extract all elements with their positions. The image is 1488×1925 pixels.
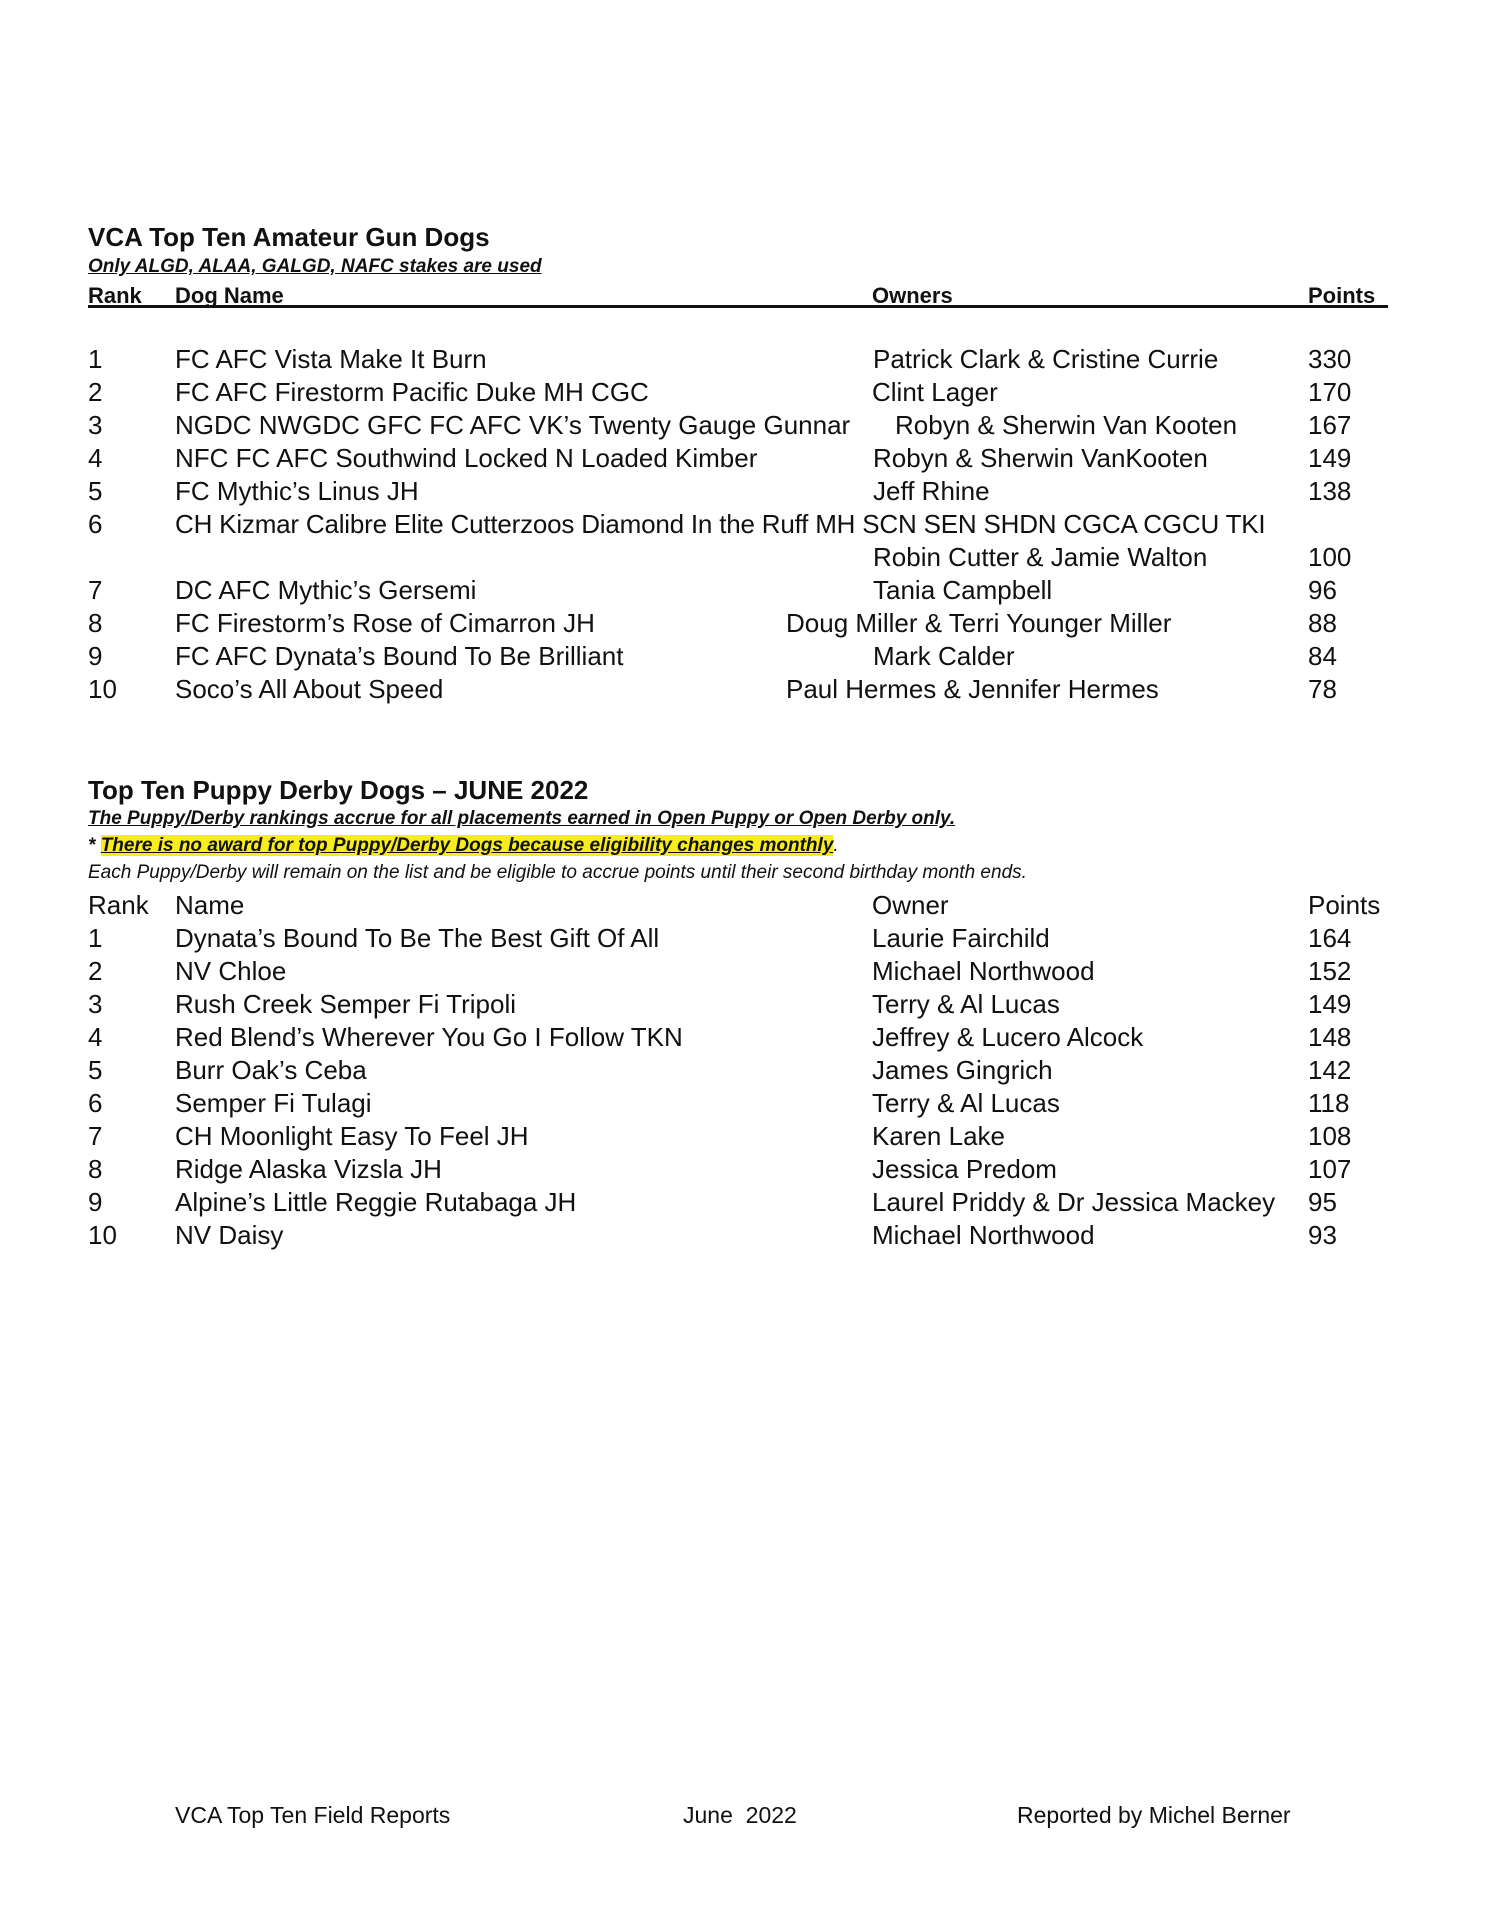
note-2-highlight: There is no award for top Puppy/Derby Dogs because eligibility changes monthly xyxy=(100,835,834,856)
footer-left: VCA Top Ten Field Reports xyxy=(175,1802,451,1828)
s1-header-points: Points xyxy=(1308,283,1376,308)
s1-rank-9: 9 xyxy=(88,641,103,671)
s1-points-3: 167 xyxy=(1308,410,1352,440)
s2-owner-8: Jessica Predom xyxy=(872,1154,1057,1184)
s1-points-1: 330 xyxy=(1308,344,1352,374)
s1-rank-3: 3 xyxy=(88,410,103,440)
s1-name-5: FC Mythic’s Linus JH xyxy=(175,476,419,506)
s1-rank-10: 10 xyxy=(88,674,117,704)
s2-points-3: 149 xyxy=(1308,989,1352,1019)
s1-name-9: FC AFC Dynata’s Bound To Be Brilliant xyxy=(175,641,624,671)
section2-note-2 xyxy=(88,835,839,857)
s2-points-7: 108 xyxy=(1308,1121,1352,1151)
s1-points-10: 78 xyxy=(1308,674,1337,704)
section2-note-3: Each Puppy/Derby will remain on the list and be eligible to accrue points until their second birthday month ends. xyxy=(88,862,1027,883)
s1-rank-6: 6 xyxy=(88,509,103,539)
s2-owner-7: Karen Lake xyxy=(872,1121,1005,1151)
s2-points-8: 107 xyxy=(1308,1154,1352,1184)
s1-owner-5: Jeff Rhine xyxy=(873,476,990,506)
s1-name-2: FC AFC Firestorm Pacific Duke MH CGC xyxy=(175,377,649,407)
s2-rank-4: 4 xyxy=(88,1022,103,1052)
s1-rank-8: 8 xyxy=(88,608,103,638)
s1-name-6: CH Kizmar Calibre Elite Cutterzoos Diamond In the Ruff MH SCN SEN SHDN CGCA CGCU TKI xyxy=(175,509,1266,539)
s2-rank-8: 8 xyxy=(88,1154,103,1184)
s2-name-6: Semper Fi Tulagi xyxy=(175,1088,372,1118)
s1-name-7: DC AFC Mythic’s Gersemi xyxy=(175,575,477,605)
s1-header-rank: Rank xyxy=(88,283,142,308)
s2-name-7: CH Moonlight Easy To Feel JH xyxy=(175,1121,529,1151)
s2-owner-3: Terry & Al Lucas xyxy=(872,989,1060,1019)
s1-owner-9: Mark Calder xyxy=(873,641,1015,671)
s2-header-name: Name xyxy=(175,890,245,920)
s2-header-points: Points xyxy=(1308,890,1381,920)
s1-points-6: 100 xyxy=(1308,542,1352,572)
s2-points-10: 93 xyxy=(1308,1220,1337,1250)
s2-header-rank: Rank xyxy=(88,890,149,920)
s2-rank-6: 6 xyxy=(88,1088,103,1118)
s1-points-8: 88 xyxy=(1308,608,1337,638)
s2-name-2: NV Chloe xyxy=(175,956,287,986)
s2-owner-4: Jeffrey & Lucero Alcock xyxy=(872,1022,1144,1052)
section1-subtitle: Only ALGD, ALAA, GALGD, NAFC stakes are used xyxy=(88,256,542,277)
s1-rank-7: 7 xyxy=(88,575,103,605)
section1-title: VCA Top Ten Amateur Gun Dogs xyxy=(88,222,490,252)
note-2-suffix: . xyxy=(833,835,839,856)
s1-name-3: NGDC NWGDC GFC FC AFC VK’s Twenty Gauge Gunnar xyxy=(175,410,851,440)
s1-points-2: 170 xyxy=(1308,377,1352,407)
s2-points-5: 142 xyxy=(1308,1055,1352,1085)
s1-rank-5: 5 xyxy=(88,476,103,506)
s2-name-10: NV Daisy xyxy=(175,1220,284,1250)
s1-rank-1: 1 xyxy=(88,344,103,374)
s2-rank-10: 10 xyxy=(88,1220,117,1250)
s1-points-5: 138 xyxy=(1308,476,1352,506)
s2-owner-6: Terry & Al Lucas xyxy=(872,1088,1060,1118)
s2-owner-1: Laurie Fairchild xyxy=(872,923,1050,953)
s1-owner-10: Paul Hermes & Jennifer Hermes xyxy=(786,674,1159,704)
s2-owner-10: Michael Northwood xyxy=(872,1220,1095,1250)
s1-owner-2: Clint Lager xyxy=(872,377,998,407)
s1-points-9: 84 xyxy=(1308,641,1337,671)
s2-points-6: 118 xyxy=(1308,1088,1350,1118)
s2-owner-2: Michael Northwood xyxy=(872,956,1095,986)
s1-rank-2: 2 xyxy=(88,377,103,407)
s1-points-4: 149 xyxy=(1308,443,1352,473)
s1-owner-7: Tania Campbell xyxy=(873,575,1053,605)
s2-points-9: 95 xyxy=(1308,1187,1337,1217)
footer-center: June 2022 xyxy=(683,1802,797,1828)
s1-rank-4: 4 xyxy=(88,443,103,473)
section2-title: Top Ten Puppy Derby Dogs – JUNE 2022 xyxy=(88,775,589,805)
s2-name-9: Alpine’s Little Reggie Rutabaga JH xyxy=(175,1187,577,1217)
s2-owner-9: Laurel Priddy & Dr Jessica Mackey xyxy=(872,1187,1276,1217)
s2-header-owner: Owner xyxy=(872,890,949,920)
s2-rank-7: 7 xyxy=(88,1121,103,1151)
s1-owner-4: Robyn & Sherwin VanKooten xyxy=(873,443,1208,473)
s1-name-1: FC AFC Vista Make It Burn xyxy=(175,344,487,374)
s2-name-3: Rush Creek Semper Fi Tripoli xyxy=(175,989,516,1019)
s1-header-name: Dog Name xyxy=(175,283,284,308)
s2-owner-5: James Gingrich xyxy=(872,1055,1053,1085)
s1-owner-1: Patrick Clark & Cristine Currie xyxy=(873,344,1219,374)
s2-name-5: Burr Oak’s Ceba xyxy=(175,1055,367,1085)
s2-name-1: Dynata’s Bound To Be The Best Gift Of All xyxy=(175,923,660,953)
footer-right: Reported by Michel Berner xyxy=(1017,1802,1291,1828)
s1-header-owners: Owners xyxy=(872,283,953,308)
s2-name-8: Ridge Alaska Vizsla JH xyxy=(175,1154,442,1184)
s1-name-8: FC Firestorm’s Rose of Cimarron JH xyxy=(175,608,595,638)
s1-owner-3: Robyn & Sherwin Van Kooten xyxy=(895,410,1238,440)
s1-name-4: NFC FC AFC Southwind Locked N Loaded Kimber xyxy=(175,443,758,473)
s2-rank-2: 2 xyxy=(88,956,103,986)
s1-points-7: 96 xyxy=(1308,575,1337,605)
s2-points-2: 152 xyxy=(1308,956,1352,986)
s2-rank-9: 9 xyxy=(88,1187,103,1217)
note-2-prefix: * xyxy=(88,835,101,856)
s2-points-4: 148 xyxy=(1308,1022,1352,1052)
s1-owner-6: Robin Cutter & Jamie Walton xyxy=(873,542,1208,572)
s1-name-10: Soco’s All About Speed xyxy=(175,674,444,704)
s2-points-1: 164 xyxy=(1308,923,1352,953)
s2-name-4: Red Blend’s Wherever You Go I Follow TKN xyxy=(175,1022,683,1052)
s2-rank-5: 5 xyxy=(88,1055,103,1085)
s1-owner-8: Doug Miller & Terri Younger Miller xyxy=(786,608,1172,638)
section1-header-rule xyxy=(88,305,1388,308)
s2-rank-3: 3 xyxy=(88,989,103,1019)
s2-rank-1: 1 xyxy=(88,923,103,953)
section2-note-1: The Puppy/Derby rankings accrue for all placements earned in Open Puppy or Open Derby only. xyxy=(88,808,956,829)
